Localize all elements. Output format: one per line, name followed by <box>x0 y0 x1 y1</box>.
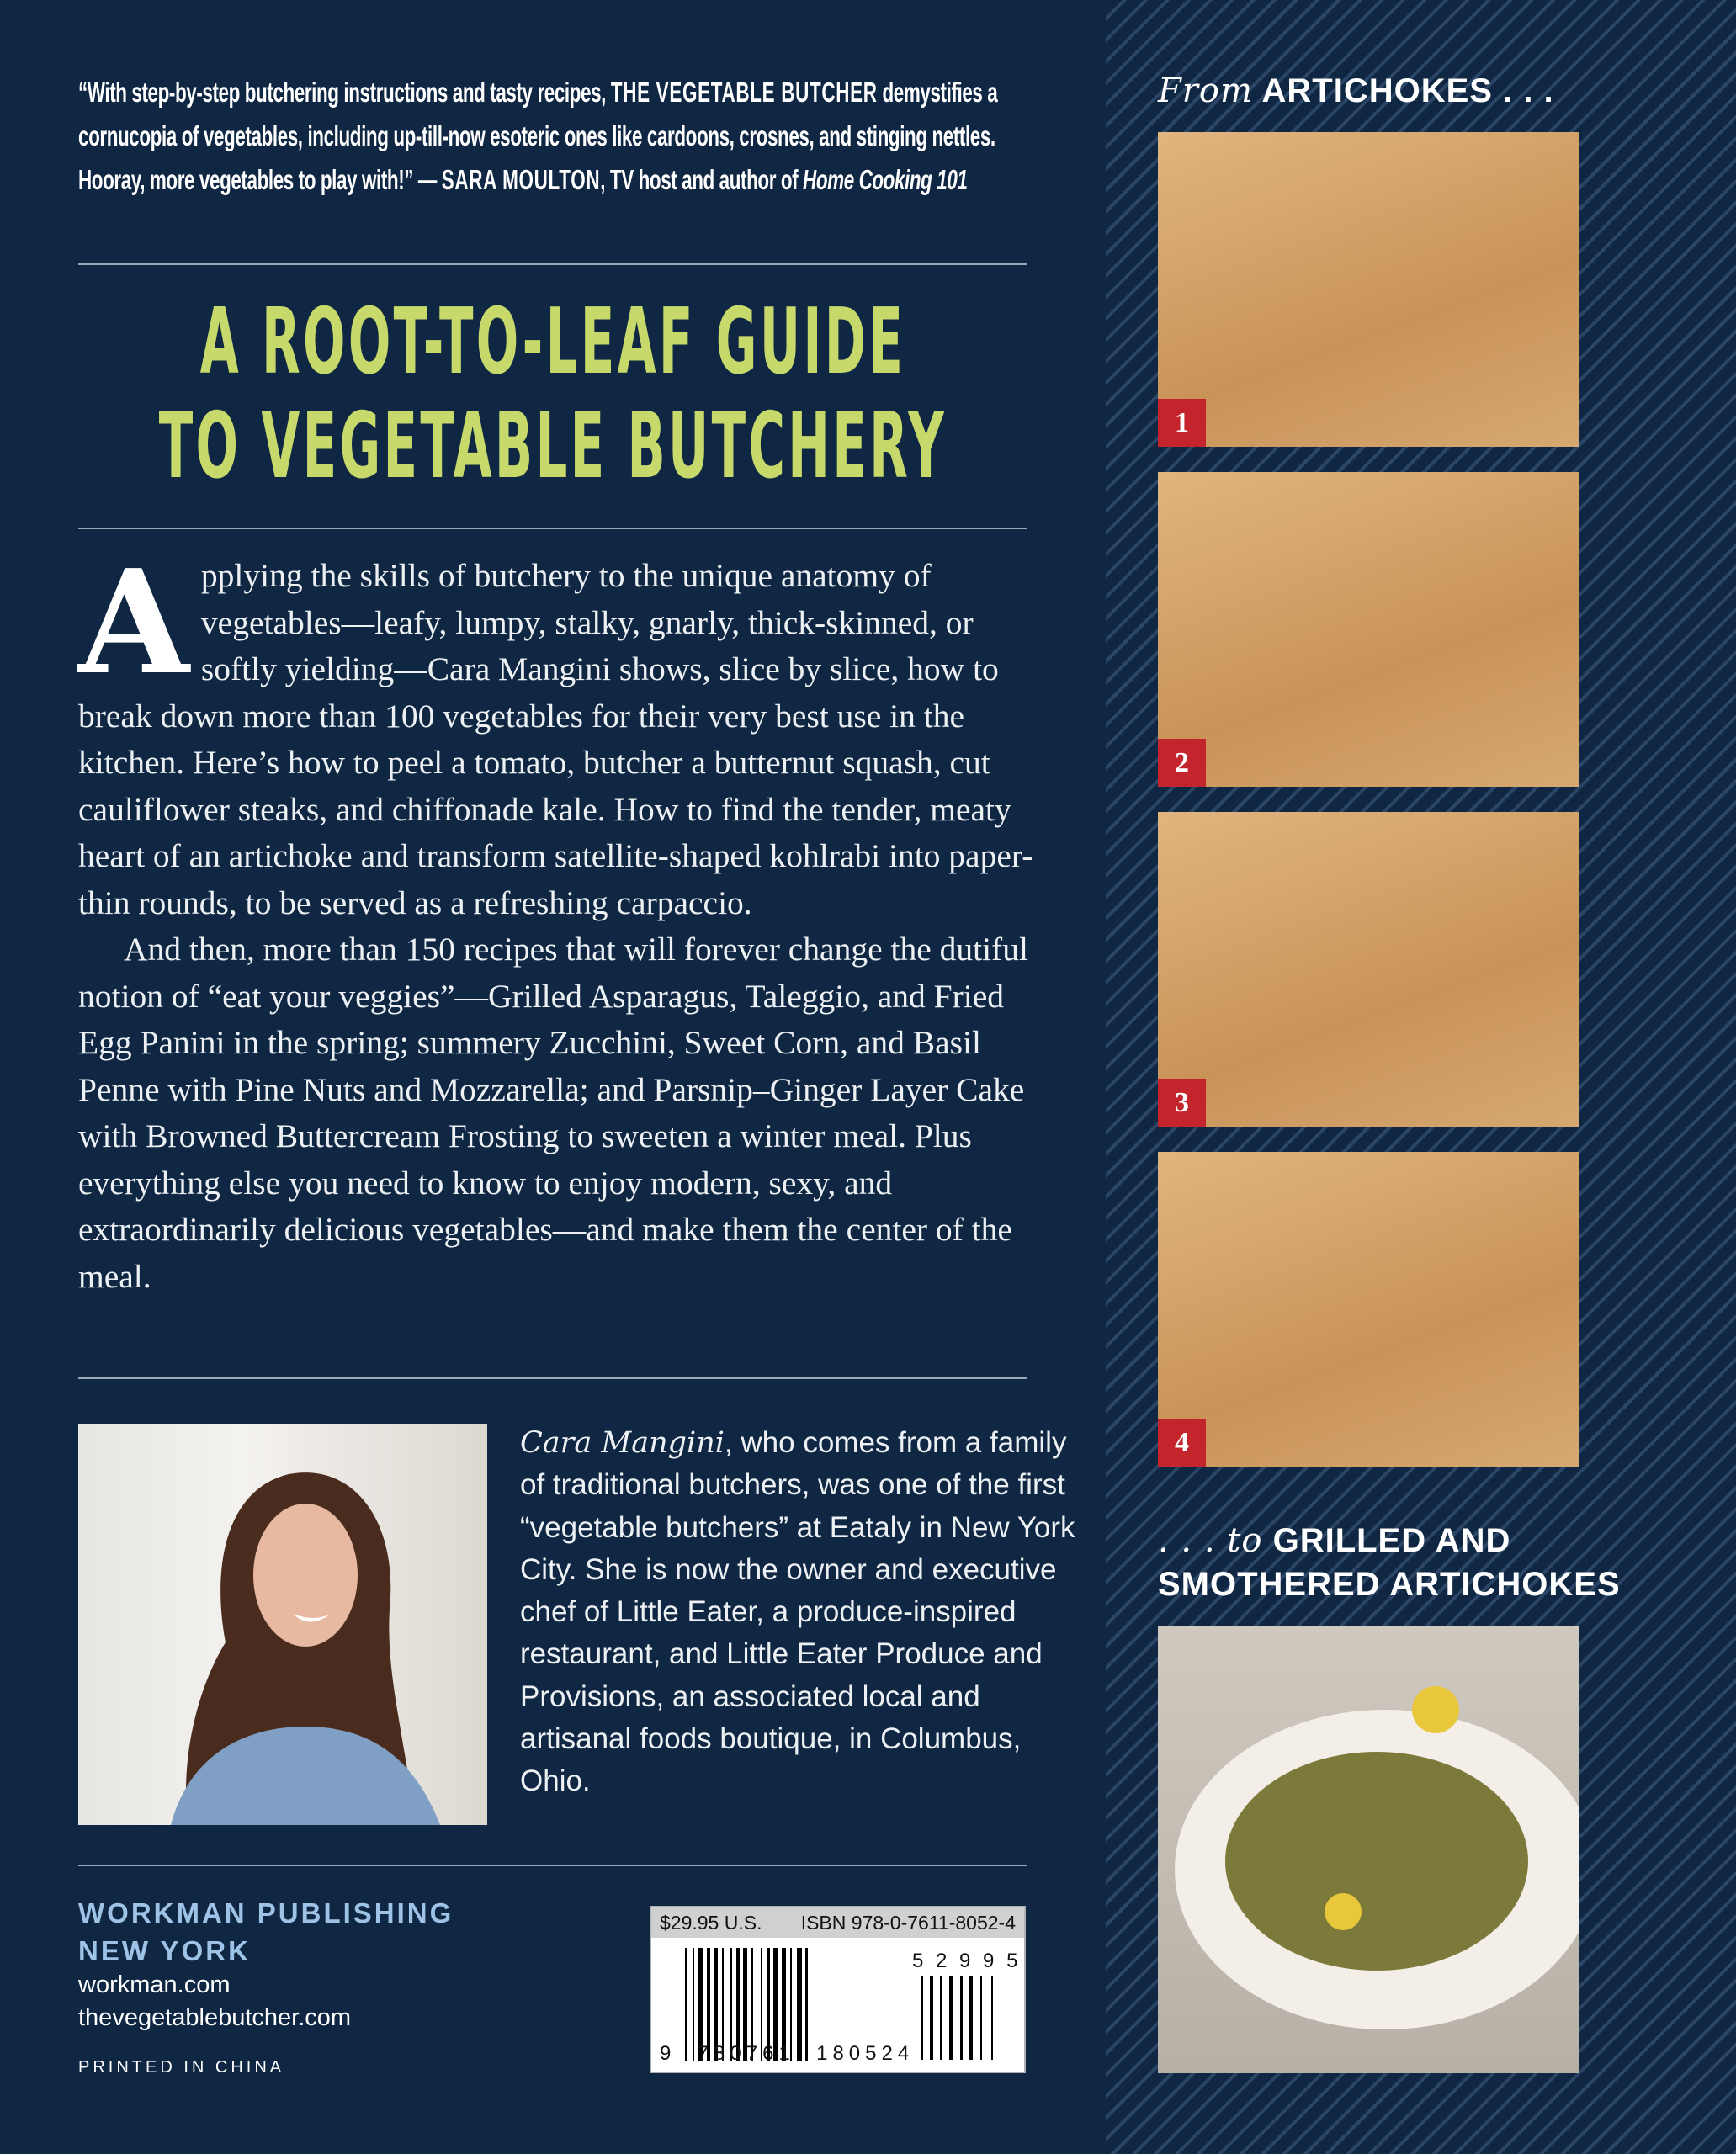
step-badge: 4 <box>1158 1419 1206 1467</box>
publisher-city: NEW YORK <box>78 1935 251 1966</box>
price: $29.95 U.S. <box>660 1911 762 1934</box>
barcode-addon-bar <box>980 1976 982 2060</box>
step-badge: 3 <box>1158 1079 1206 1127</box>
to-heading: . . . to GRILLED AND SMOTHERED ARTICHOKES <box>1158 1521 1621 1603</box>
publisher-name: WORKMAN PUBLISHING <box>78 1897 454 1929</box>
drop-cap: A <box>78 538 189 707</box>
barcode-addon-bar <box>921 1976 923 2060</box>
barcode-box <box>650 1906 1026 2073</box>
description-paragraph-2: And then, more than 150 recipes that will forever change the dutiful notion of “eat your veggies”—Grilled Asparagus, Taleggio, and Fried Egg Panini in the spring; summery Zucchini, Sweet Corn, and Basil Penne with Pine Nuts and Mozzarella; and Parsnip–Ginger Layer Cake with Browned Buttercream Frosting to sweeten a winter meal. Plus everything else you need to know to enjoy modern, sexy, and extraordinarily delicious vegetables—and make them the center of the meal. <box>78 931 1028 1295</box>
divider <box>78 528 1027 529</box>
divider <box>78 1377 1027 1379</box>
headline <box>114 290 993 499</box>
step-photo-1 <box>1158 132 1579 447</box>
barcode-addon-bar <box>969 1976 973 2060</box>
barcode-addon-bar <box>949 1976 953 2060</box>
step-badge: 2 <box>1158 739 1206 787</box>
divider <box>78 1865 1027 1866</box>
author-bio: Cara Mangini, who comes from a family of traditional butchers, was one of the first “vegetable butchers” at Eataly in New York City. She is now the owner and executive chef of Little Eater, a produce-inspired restaurant, and Little Eater Produce and Provisions, an associated local and artisanal foods boutique, in Columbus, Ohio. <box>520 1426 1075 1798</box>
book-website[interactable]: thevegetablebutcher.com <box>78 2004 352 2031</box>
step-photo-4 <box>1158 1152 1579 1467</box>
headline-line-2: TO VEGETABLE BUTCHERY <box>158 394 948 499</box>
barcode-addon-bar <box>940 1976 942 2060</box>
step-photo-3 <box>1158 812 1579 1127</box>
author-photo <box>78 1424 487 1825</box>
endorsement-quote: “With step-by-step butchering instructions and tasty recipes, THE VEGETABLE BUTCHER demystifies a cornucopia of vegetables, including up-till-now esoteric ones like cardoons, crosnes, and stinging nettles. Hooray, more vegetables to play with!” — SARA MOULTON, TV host and author of Home Cooking 101 <box>78 77 998 195</box>
barcode-digits: 9 780761 180524 <box>660 2042 915 2065</box>
barcode-addon-bar <box>930 1976 933 2060</box>
barcode-addon: 5 2 9 9 5 <box>912 1950 1022 1972</box>
isbn: ISBN 978-0-7611-8052-4 <box>800 1911 1016 1934</box>
step-badge: 1 <box>1158 399 1206 447</box>
barcode-addon-bar <box>960 1976 963 2060</box>
barcode-addon-bar <box>991 1976 993 2060</box>
headline-line-1: A ROOT-TO-LEAF GUIDE <box>199 289 906 395</box>
divider <box>78 263 1027 265</box>
printed-in: PRINTED IN CHINA <box>78 2058 285 2077</box>
description: Applying the skills of butchery to the unique anatomy of vegetables—leafy, lumpy, stalky, gnarly, thick-skinned, or softly yielding—Cara Mangini shows, slice by slice, how to break down more than 100 vegetables for their very best use in the kitchen. Here’s how to peel a tomato, butcher a butternut squash, cut cauliflower steaks, and chiffonade kale. How to find the tender, meaty heart of an artichoke and transform satellite-shaped kohlrabi into paper-thin rounds, to be served as a refreshing carpaccio. And then, more than 150 recipes that will forever change the dutiful notion of “eat your veggies”—Grilled Asparagus, Taleggio, and Fried Egg Panini in the spring; summery Zucchini, Sweet Corn, and Basil Penne with Pine Nuts and Mozzarella; and Parsnip–Ginger Layer Cake with Browned Buttercream Frosting to sweeten a winter meal. Plus everything else you need to know to enjoy modern, sexy, and extraordinarily delicious vegetables—and make them the center of the meal. <box>78 553 1033 1300</box>
step-photo-2 <box>1158 472 1579 787</box>
publisher-website[interactable]: workman.com <box>78 1971 231 1998</box>
grilled-artichokes-photo <box>1158 1626 1579 2073</box>
from-heading: From ARTICHOKES . . . <box>1158 72 1554 110</box>
